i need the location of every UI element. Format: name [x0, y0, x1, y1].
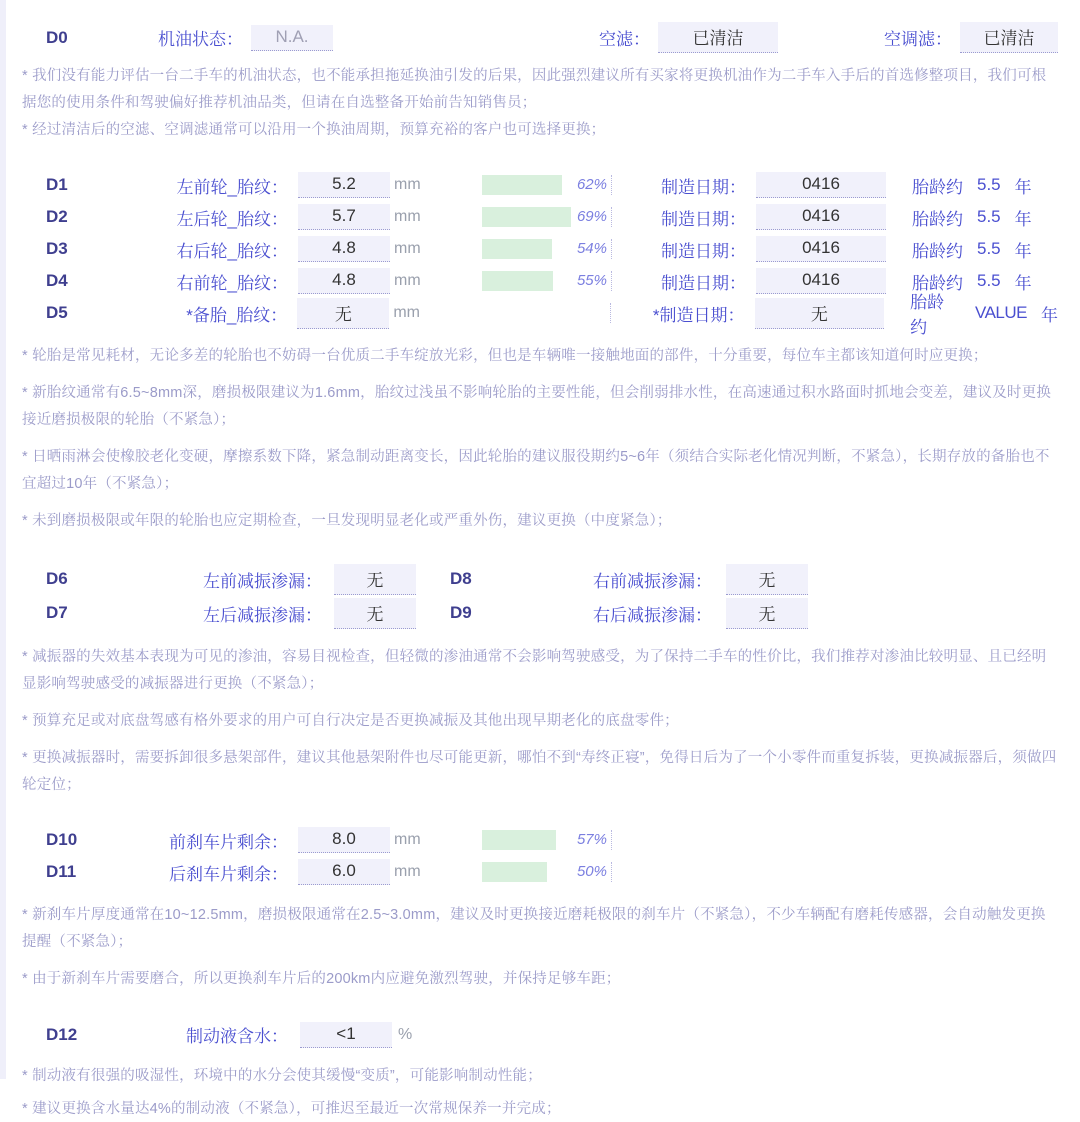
note-line: * 新刹车片厚度通常在10~12.5mm，磨损极限通常在2.5~3.0mm，建议及时更换接近磨耗极限的刹车片（不紧急），不少车辆配有磨耗传感器，会自动触发更换提醒（不紧急）；: [22, 907, 1046, 951]
tire-label-rf: 右前轮_胎纹：: [176, 273, 288, 293]
tire-age-value-rr: 5.5: [977, 239, 1001, 259]
tire-age-label-rr: 胎龄约: [912, 241, 963, 261]
row-code-d9: D9: [450, 603, 472, 623]
tire-age-label-lf: 胎龄约: [912, 177, 963, 197]
mfg-date-label-rr: 制造日期：: [661, 241, 746, 261]
table-row: [22, 824, 1058, 856]
row-code-d8: D8: [450, 569, 472, 589]
note-line: * 减振器的失效基本表现为可见的渗油，容易目视检查，但轻微的渗油通常不会影响驾驶感受，为了保持二手车的性价比，我们推荐对渗油比较明显、且已经明显影响驾驶感受的减振器进行更换（不紧急）；: [22, 649, 1047, 693]
tire-age-unit-lf: 年: [1014, 177, 1032, 197]
tire-wear-bar-spare: [481, 303, 611, 323]
row-code-d11: D11: [46, 862, 77, 882]
air-filter-value[interactable]: 已清洁: [658, 22, 778, 53]
note-line: * 新胎纹通常有6.5~8mm深，磨损极限建议为1.6mm，胎纹过浅虽不影响轮胎的主要性能，但会削弱排水性，在高速通过积水路面时抓地会变差，建议及时更换接近磨损极限的轮胎（不紧急）；: [22, 385, 1052, 429]
tire-age-label-spare: 胎龄约: [910, 293, 945, 338]
mfg-date-value-lf[interactable]: 0416: [756, 172, 886, 198]
row-d0: [22, 22, 1058, 53]
row-code-d6: D6: [46, 569, 68, 589]
bar-percent: 54%: [576, 240, 607, 258]
tire-tread-lr[interactable]: 5.7: [298, 204, 390, 230]
mfg-date-value-rr[interactable]: 0416: [756, 236, 886, 262]
bar-fill: [482, 239, 552, 259]
shock-value-rr[interactable]: 无: [726, 598, 808, 629]
note-line: [22, 63, 1058, 117]
table-row: [22, 169, 1058, 201]
table-row: [22, 293, 1058, 338]
table-row: [22, 233, 1058, 265]
brake-fluid-notes: [22, 1063, 1058, 1122]
unit-mm: mm: [394, 831, 421, 849]
bar-percent: 55%: [576, 272, 607, 290]
note-line: * 由于新刹车片需要磨合，所以更换刹车片后的200km内应避免激烈驾驶，并保持足够车距；: [22, 971, 621, 987]
note-line: * 轮胎是常见耗材，无论多差的轮胎也不妨碍一台优质二手车绽放光彩，但也是车辆唯一接触地面的部件，十分重要，每位车主都该知道何时应更换；: [22, 348, 988, 365]
mfg-date-value-lr[interactable]: 0416: [756, 204, 886, 230]
tire-age-unit-rf: 年: [1014, 273, 1032, 293]
mfg-date-value-rf[interactable]: 0416: [756, 268, 886, 294]
tire-tread-rr[interactable]: 4.8: [298, 236, 390, 262]
unit-mm: mm: [393, 304, 420, 322]
unit-mm: mm: [394, 272, 421, 290]
tire-age-unit-lr: 年: [1014, 209, 1032, 229]
row-code-d7: D7: [46, 603, 68, 623]
mfg-date-value-spare[interactable]: 无: [755, 298, 885, 329]
tire-age-unit-rr: 年: [1014, 241, 1032, 261]
tire-age-unit-spare: 年: [1041, 305, 1058, 325]
tire-wear-bar-lf: [482, 175, 612, 195]
row-code-d1: D1: [46, 175, 68, 195]
tire-tread-rf[interactable]: 4.8: [298, 268, 390, 294]
table-row: [22, 856, 1058, 888]
tire-age-value-rf: 5.5: [977, 271, 1001, 291]
d0-notes: [22, 63, 1058, 143]
unit-mm: mm: [394, 240, 421, 258]
oil-status-value[interactable]: N.A.: [251, 25, 333, 51]
bar-percent: 69%: [576, 208, 607, 226]
row-code-d0: D0: [46, 27, 68, 47]
brake-rear-bar: [482, 862, 612, 882]
bar-fill: [482, 175, 562, 195]
tire-label-lr: 左后轮_胎纹：: [176, 209, 288, 229]
cabin-filter-label: 空调滤：: [884, 30, 952, 49]
left-accent-bar: [0, 0, 6, 1079]
table-row: [22, 1019, 1058, 1051]
bar-fill: [482, 271, 553, 291]
bar-fill: [482, 862, 547, 882]
brake-fluid-value[interactable]: <1: [300, 1022, 392, 1048]
note-text: * 我们没有能力评估一台二手车的机油状态，也不能承担拖延换油引发的后果，因此强烈建议所有买家将更换机油作为二手车入手后的首选修整项目，我们可根据您的使用条件和驾驶偏好推荐机油品类，但请在自选整备开始前告知销售员；: [22, 68, 1047, 111]
row-code-d10: D10: [46, 830, 78, 850]
tire-notes: [22, 343, 1058, 534]
note-line: * 未到磨损极限或年限的轮胎也应定期检查，一旦发现明显老化或严重外伤，建议更换（中度紧急）；: [22, 512, 672, 529]
note-line: * 预算充足或对底盘驾感有格外要求的用户可自行决定是否更换减振及其他出现早期老化的底盘零件；: [22, 712, 679, 729]
mfg-date-label-lr: 制造日期：: [661, 209, 746, 229]
shock-value-lf[interactable]: 无: [334, 564, 416, 595]
note-line: [22, 117, 1058, 144]
mfg-date-label-spare: *制造日期：: [652, 305, 745, 325]
tire-tread-spare[interactable]: 无: [297, 298, 389, 329]
table-row: [22, 201, 1058, 233]
brake-table: [22, 824, 1058, 888]
shock-value-lr[interactable]: 无: [334, 598, 416, 629]
oil-status-label: 机油状态：: [158, 30, 243, 49]
row-code-d4: D4: [46, 271, 68, 291]
cabin-filter-value[interactable]: 已清洁: [960, 22, 1058, 53]
table-row: [22, 562, 1058, 596]
mfg-date-label-lf: 制造日期：: [661, 177, 746, 197]
note-line: * 制动液有很强的吸湿性，环境中的水分会使其缓慢“变质”，可能影响制动性能；: [22, 1067, 542, 1084]
shock-notes: [22, 644, 1058, 798]
row-code-d12: D12: [46, 1024, 78, 1044]
brake-fluid-label: 制动液含水：: [186, 1027, 288, 1047]
tire-wear-bar-rf: [482, 271, 612, 291]
bar-fill: [482, 830, 556, 850]
table-row: [22, 596, 1058, 630]
shock-label-lr: 左后减振渗漏：: [203, 605, 322, 625]
unit-percent: %: [398, 1025, 413, 1043]
unit-mm: mm: [394, 208, 421, 226]
tire-tread-lf[interactable]: 5.2: [298, 172, 390, 198]
bar-percent: 57%: [576, 831, 607, 849]
air-filter-label: 空滤：: [599, 30, 650, 49]
tire-age-label-rf: 胎龄约: [912, 273, 963, 293]
note-text: * 经过清洁后的空滤、空调滤通常可以沿用一个换油周期，预算充裕的客户也可选择更换；: [22, 121, 606, 138]
tire-wear-bar-lr: [482, 207, 612, 227]
row-code-d5: D5: [46, 303, 68, 323]
bar-percent: 62%: [576, 176, 607, 194]
brake-front-label: 前刹车片剩余：: [169, 832, 288, 852]
air-filter-group: [599, 22, 778, 53]
tire-table: [22, 169, 1058, 338]
tire-age-value-lr: 5.5: [977, 207, 1001, 227]
note-line: * 建议更换含水量达4%的制动液（不紧急），可推迟至最近一次常规保养一并完成；: [22, 1100, 561, 1117]
brake-rear-label: 后刹车片剩余：: [169, 864, 288, 884]
tire-wear-bar-rr: [482, 239, 612, 259]
tire-label-lf: 左前轮_胎纹：: [176, 177, 288, 197]
shock-label-rf: 右前减振渗漏：: [593, 571, 712, 591]
unit-mm: mm: [394, 863, 421, 881]
brake-front-value[interactable]: 8.0: [298, 827, 390, 853]
brake-front-bar: [482, 830, 612, 850]
brake-notes: [22, 902, 1058, 992]
table-row: [22, 265, 1058, 297]
shock-label-lf: 左前减振渗漏：: [203, 571, 322, 591]
unit-mm: mm: [394, 176, 421, 194]
note-line: * 更换减振器时，需要拆卸很多悬架部件，建议其他悬架附件也尽可能更新，哪怕不到“寿终正寝”，免得日后为了一个小零件而重复拆装，更换减振器后，须做四轮定位；: [22, 749, 1057, 793]
row-code-d3: D3: [46, 239, 68, 259]
shock-label-rr: 右后减振渗漏：: [593, 605, 712, 625]
brake-fluid-table: [22, 1019, 1058, 1051]
tire-age-value-spare: VALUE: [975, 303, 1027, 323]
mfg-date-label-rf: 制造日期：: [661, 273, 746, 293]
note-line: * 日晒雨淋会使橡胶老化变硬，摩擦系数下降，紧急制动距离变长，因此轮胎的建议服役期约5~6年（须结合实际老化情况判断，不紧急），长期存放的备胎也不宜超过10年（不紧急）；: [22, 448, 1050, 492]
bar-percent: 50%: [576, 863, 607, 881]
bar-fill: [482, 207, 571, 227]
row-code-d2: D2: [46, 207, 68, 227]
cabin-filter-group: [812, 22, 1058, 53]
shock-table: [22, 562, 1058, 630]
tire-age-label-lr: 胎龄约: [912, 209, 963, 229]
tire-label-spare: *备胎_胎纹：: [186, 305, 288, 325]
tire-age-value-lf: 5.5: [977, 175, 1001, 195]
shock-value-rf[interactable]: 无: [726, 564, 808, 595]
tire-label-rr: 右后轮_胎纹：: [176, 241, 288, 261]
brake-rear-value[interactable]: 6.0: [298, 859, 390, 885]
